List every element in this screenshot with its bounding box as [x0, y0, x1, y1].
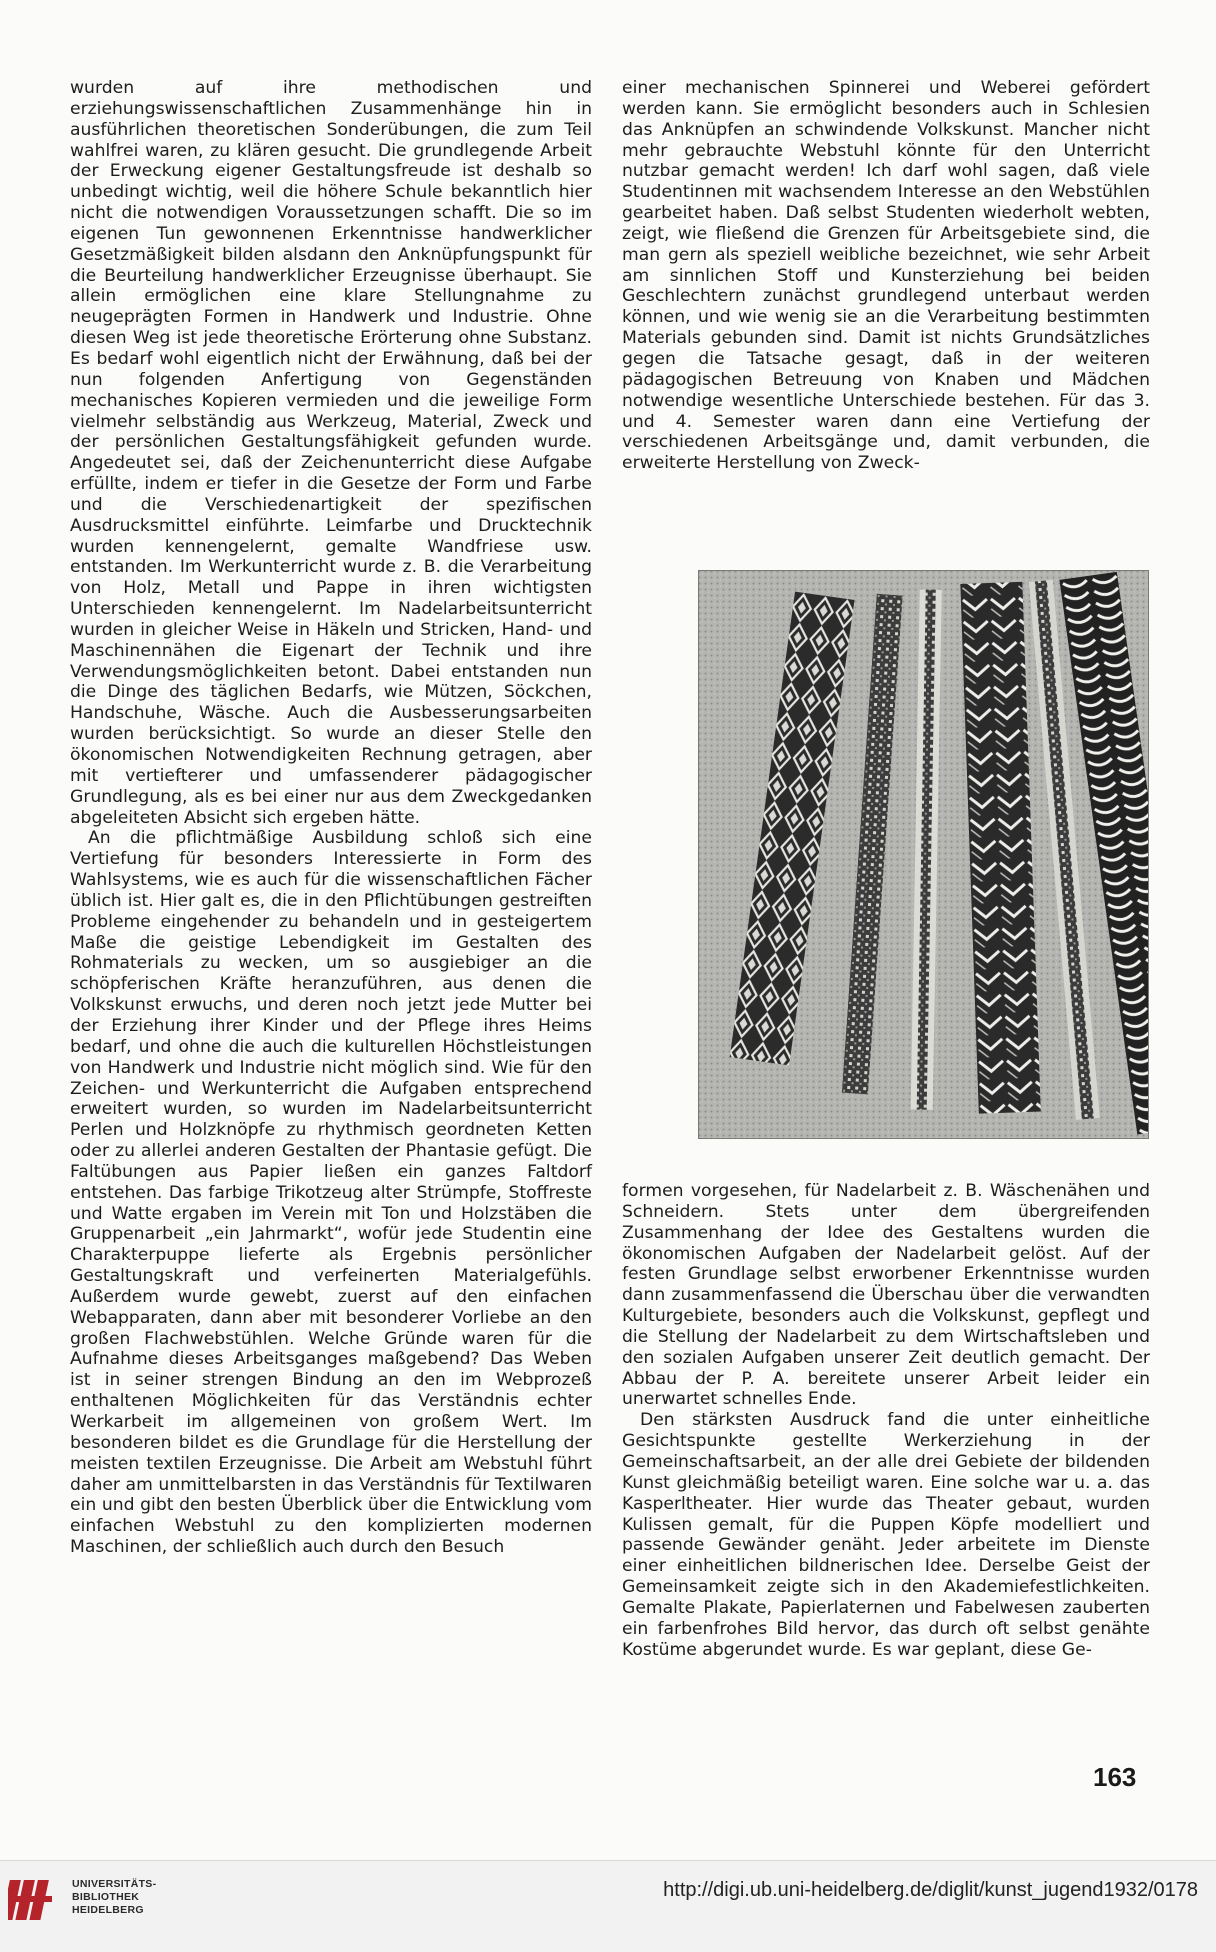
library-name-line: UNIVERSITÄTS- [72, 1878, 157, 1890]
paragraph: Den stärksten Ausdruck fand die unter einheitliche Gesichtspunkte gestellte Werkerziehung in der Gemeinschaftsarbeit, an der alle drei Gebiete der bildenden Kunst gleichmäßig beteiligt waren. Eine solche war u. a. das Kasperltheater. Hier wurde das Theater gebaut, wurden Kulissen gemalt, für die Puppen Köpfe modelliert und passende Gewänder genäht. Jeder arbeitete im Dienste einer einheitlichen bildnerischen Idee. Derselbe Geist der Gemeinsamkeit zeigte sich in den Akademiefestlichkeiten. Gemalte Plakate, Papierlaternen und Fabelwesen zauberten ein farbenfrohes Bild hervor, das durch oft selbst genähte Kostüme abgerundet wurde. Es war geplant, diese Ge- [622, 1410, 1150, 1660]
right-text-column-bottom [622, 1181, 1150, 1660]
library-name-line: HEIDELBERG [72, 1904, 144, 1916]
right-text-column-top [622, 78, 1150, 474]
paragraph: An die pflichtmäßige Ausbildung schloß sich eine Vertiefung für besonders Interessierte in Form des Wahlsystems, wie es auch für die wissenschaftlichen Fächer üblich ist. Hier galt es, die in den Pflichtübungen gestreiften Probleme eingehender zu behandeln und in gesteigertem Maße die geistige Lebendigkeit im Gestalten des Rohmaterials zu wecken, um so ausgiebiger an die schöpferischen Kräfte heranzuführen, aus denen die Volkskunst erwuchs, und deren noch jetzt jede Mutter bei der Erziehung ihrer Kinder und der Pflege ihres Heims bedarf, und ohne die auch die kulturellen Höchstleistungen von Handwerk und Industrie nicht möglich sind. Wie für den Zeichen- und Werkunterricht die Aufgaben entsprechend erweitert wurden, so wurden im Nadelarbeitsunterricht Perlen und Holzknöpfe zu rhythmisch geordneten Ketten oder zu allerlei anderen Gestalten der Phantasie gefügt. Die Faltübungen aus Papier ließen ein ganzes Faltdorf entstehen. Das farbige Trikotzeug alter Strümpfe, Stoffreste und Watte ergaben im Verein mit Ton und Holzstäben die Gruppenarbeit „ein Jahrmarkt“, wofür jede Studentin eine Charakterpuppe lieferte als Ergebnis persönlicher Gestaltungskraft und verfeinerten Materialgefühls. Außerdem wurde gewebt, zuerst auf den einfachen Webapparaten, dann aber mit besonderer Vorliebe an den großen Flachwebstühlen. Welche Gründe waren für die Aufnahme dieses Arbeitsganges maßgebend? Das Weben ist in seiner strengen Bindung an den im Webprozeß enthaltenen Möglichkeiten für das Verständnis echter Werkarbeit im allgemeinen von großem Wert. Im besonderen bildet es die Grundlage für die Herstellung der meisten textilen Erzeugnisse. Die Arbeit am Webstuhl führt daher am unmittelbarsten in das Verständnis für Textilwaren ein und gibt den besten Überblick über die Entwicklung vom einfachen Webstuhl zu den komplizierten modernen Maschinen, der schließlich auch durch den Besuch [70, 828, 592, 1558]
woven-bands-photo [698, 570, 1149, 1139]
university-library-logo-icon[interactable] [8, 1870, 68, 1930]
paragraph: formen vorgesehen, für Nadelarbeit z. B. Wäschenähen und Schneidern. Stets unter dem übergreifenden Zusammenhang der Idee des Gestaltens wurden die ökonomischen Aufgaben der Nadelarbeit gelöst. Auf der festen Grundlage selbst erworbener Erkenntnisse wurden dann zusammenfassend die Überschau über die verwandten Kulturgebiete, besonders auch die Volkskunst, gepflegt und die Stellung der Nadelarbeit zu dem Wirtschaftsleben und den sozialen Aufgaben unserer Zeit deutlich gemacht. Der Abbau der P. A. bereitete unserer Arbeit leider ein unerwartet schnelles Ende. [622, 1181, 1150, 1410]
library-name [72, 1878, 156, 1917]
paragraph: wurden auf ihre methodischen und erziehungswissenschaftlichen Zusammenhänge hin in ausführlichen theoretischen Sonderübungen, die zum Teil wahlfrei waren, zu klären gesucht. Die grundlegende Arbeit der Erweckung eigener Gestaltungsfreude ist deshalb so unbedingt wichtig, weil die höhere Schule bekanntlich hier nicht die notwendigen Voraussetzungen schafft. Die so im eigenen Tun gewonnenen Erkenntnisse handwerklicher Gesetzmäßigkeit bilden alsdann den Anknüpfungspunkt für die Beurteilung handwerklicher Erzeugnisse überhaupt. Sie allein ermöglichen eine klare Stellungnahme zu neugeprägten Formen in Handwerk und Industrie. Ohne diesen Weg ist jede theoretische Erörterung ohne Substanz. Es bedarf wohl eigentlich nicht der Erwähnung, daß bei der nun folgenden Anfertigung von Gegenständen mechanisches Kopieren vermieden und die jeweilige Form vielmehr selbständig aus Werkzeug, Material, Zweck und der persönlichen Gestaltungsfähigkeit gefunden wurde. Angedeutet sei, daß der Zeichenunterricht diese Aufgabe erfüllte, indem er tiefer in die Gesetze der Form und Farbe und die Verschiedenartigkeit der spezifischen Ausdrucksmittel einführte. Leimfarbe und Drucktechnik wurden kennengelernt, gemalte Wandfriese usw. entstanden. Im Werkunterricht wurde z. B. die Verarbeitung von Holz, Metall und Pappe in ihren wichtigsten Unterschieden kennengelernt. Im Nadelarbeitsunterricht wurden in gleicher Weise in Häkeln und Stricken, Hand- und Maschinennähen die Eigenart der Technik und ihre Verwendungsmöglichkeiten betont. Dabei entstanden nun die Dinge des täglichen Bedarfs, wie Mützen, Söckchen, Handschuhe, Wäsche. Auch die Ausbesserungsarbeiten wurden berücksichtigt. So wurde an dieser Stelle den ökonomischen Notwendigkeiten Rechnung getragen, aber mit vertiefterer und umfassenderer pädagogischer Grundlegung, als es bei einer nur aus dem Zweckgedanken abgeleiteten Absicht sich ergeben hätte. [70, 78, 592, 828]
paragraph: einer mechanischen Spinnerei und Weberei gefördert werden kann. Sie ermöglicht besonders auch in Schlesien das Anknüpfen an schwindende Volkskunst. Mancher nicht mehr gebrauchte Webstuhl könnte für den Unterricht nutzbar gemacht werden! Ich darf wohl sagen, daß viele Studentinnen mit wachsendem Interesse an den Webstühlen gearbeitet haben. Daß selbst Studenten wiederholt webten, zeigt, wie fließend die Grenzen für Arbeitsgebiete sind, die man gern als speziell weibliche bezeichnet, wie sehr Arbeit am sinnlichen Stoff und Kunsterziehung bei beiden Geschlechtern zunächst grundlegend unterbaut werden können, und wie wenig sie an die Verarbeitung bestimmten Materials gebunden sind. Damit ist nichts Grundsätzliches gegen die Tatsache gesagt, daß in der weiteren pädagogischen Betreuung von Knaben und Mädchen notwendige wesentliche Unterschiede bestehen. Für das 3. und 4. Semester waren dann eine Vertiefung der verschiedenen Arbeitsgänge und, damit verbunden, die erweiterte Herstellung von Zweck- [622, 78, 1150, 474]
left-text-column [70, 78, 592, 1558]
library-name-line: BIBLIOTHEK [72, 1891, 140, 1903]
source-url-link[interactable]: http://digi.ub.uni-heidelberg.de/diglit/kunst_jugend1932/0178 [663, 1879, 1198, 1901]
page-number: 163 [1093, 1762, 1137, 1792]
footer-bar [0, 1860, 1216, 1952]
